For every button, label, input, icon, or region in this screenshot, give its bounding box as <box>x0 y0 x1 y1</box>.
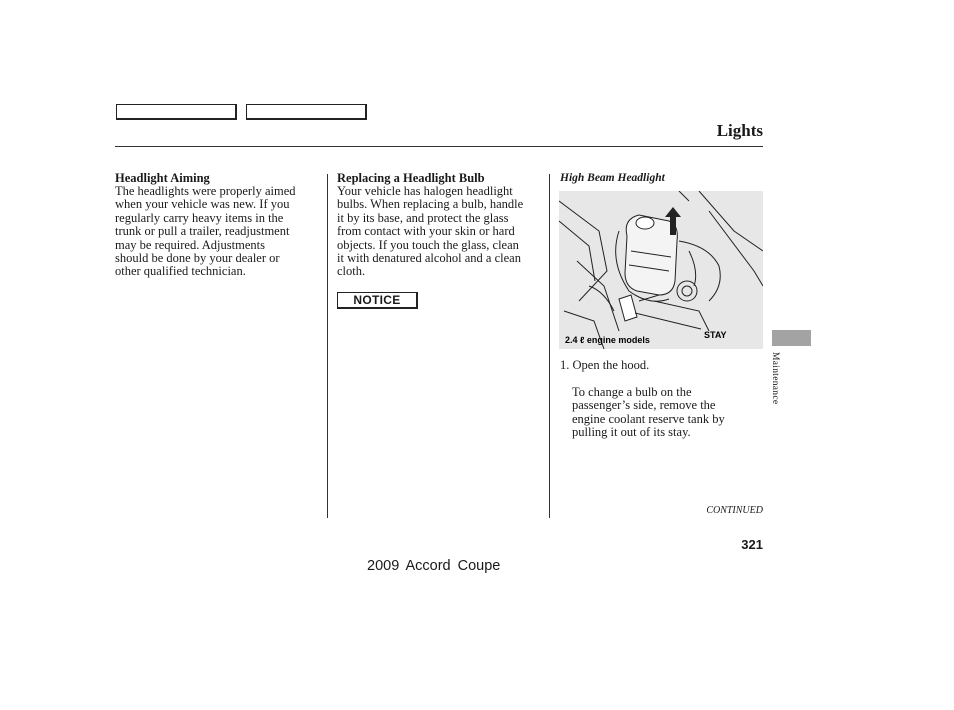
text-line: passenger’s side, remove the <box>572 398 716 413</box>
text-line: To change a bulb on the <box>572 385 692 399</box>
text-line: Your vehicle has halogen headlight <box>337 184 513 198</box>
notice-badge: NOTICE <box>337 292 418 309</box>
header-rule <box>115 146 763 147</box>
replacing-bulb-text <box>337 185 523 279</box>
text-line: may be required. Adjustments <box>115 237 265 252</box>
engine-bay-drawing <box>559 191 763 349</box>
text-line: pulling it out of its stay. <box>572 425 691 440</box>
page-title: Lights <box>716 121 763 140</box>
figure-label-engine: 2.4 ℓ engine models <box>565 335 650 345</box>
headlight-illustration <box>559 191 763 349</box>
figure-label-stay: STAY <box>704 330 727 340</box>
step-1: 1. Open the hood. <box>560 358 650 372</box>
continued-label: CONTINUED <box>706 505 763 516</box>
section-heading-replacing-bulb: Replacing a Headlight Bulb <box>337 171 485 185</box>
text-line: objects. If you touch the glass, clean <box>337 237 519 252</box>
page-number: 321 <box>741 537 763 552</box>
text-line: it with denatured alcohol and a clean <box>337 251 521 266</box>
model-footer: 2009 Accord Coupe <box>367 558 501 574</box>
nav-button-index[interactable] <box>246 104 367 120</box>
section-heading-headlight-aiming: Headlight Aiming <box>115 171 210 185</box>
figure-title: High Beam Headlight <box>560 172 665 184</box>
text-line: cloth. <box>337 264 366 279</box>
text-line: should be done by your dealer or <box>115 251 280 266</box>
section-tab-label: Maintenance <box>770 352 780 405</box>
text-line: when your vehicle was new. If you <box>115 197 290 212</box>
column-divider <box>549 174 550 518</box>
text-line: trunk or pull a trailer, readjustment <box>115 224 290 239</box>
column-divider <box>327 174 328 518</box>
text-line: from contact with your skin or hard <box>337 224 515 239</box>
text-line: it by its base, and protect the glass <box>337 210 509 225</box>
text-line: regularly carry heavy items in the <box>115 210 284 225</box>
headlight-aiming-text <box>115 185 296 279</box>
text-line: other qualified technician. <box>115 264 246 279</box>
step-1-detail <box>572 386 725 440</box>
text-line: bulbs. When replacing a bulb, handle <box>337 197 524 212</box>
section-tab-maintenance[interactable] <box>772 330 811 346</box>
text-line: The headlights were properly aimed <box>115 184 296 198</box>
nav-button-back[interactable] <box>116 104 237 120</box>
text-line: engine coolant reserve tank by <box>572 411 725 426</box>
